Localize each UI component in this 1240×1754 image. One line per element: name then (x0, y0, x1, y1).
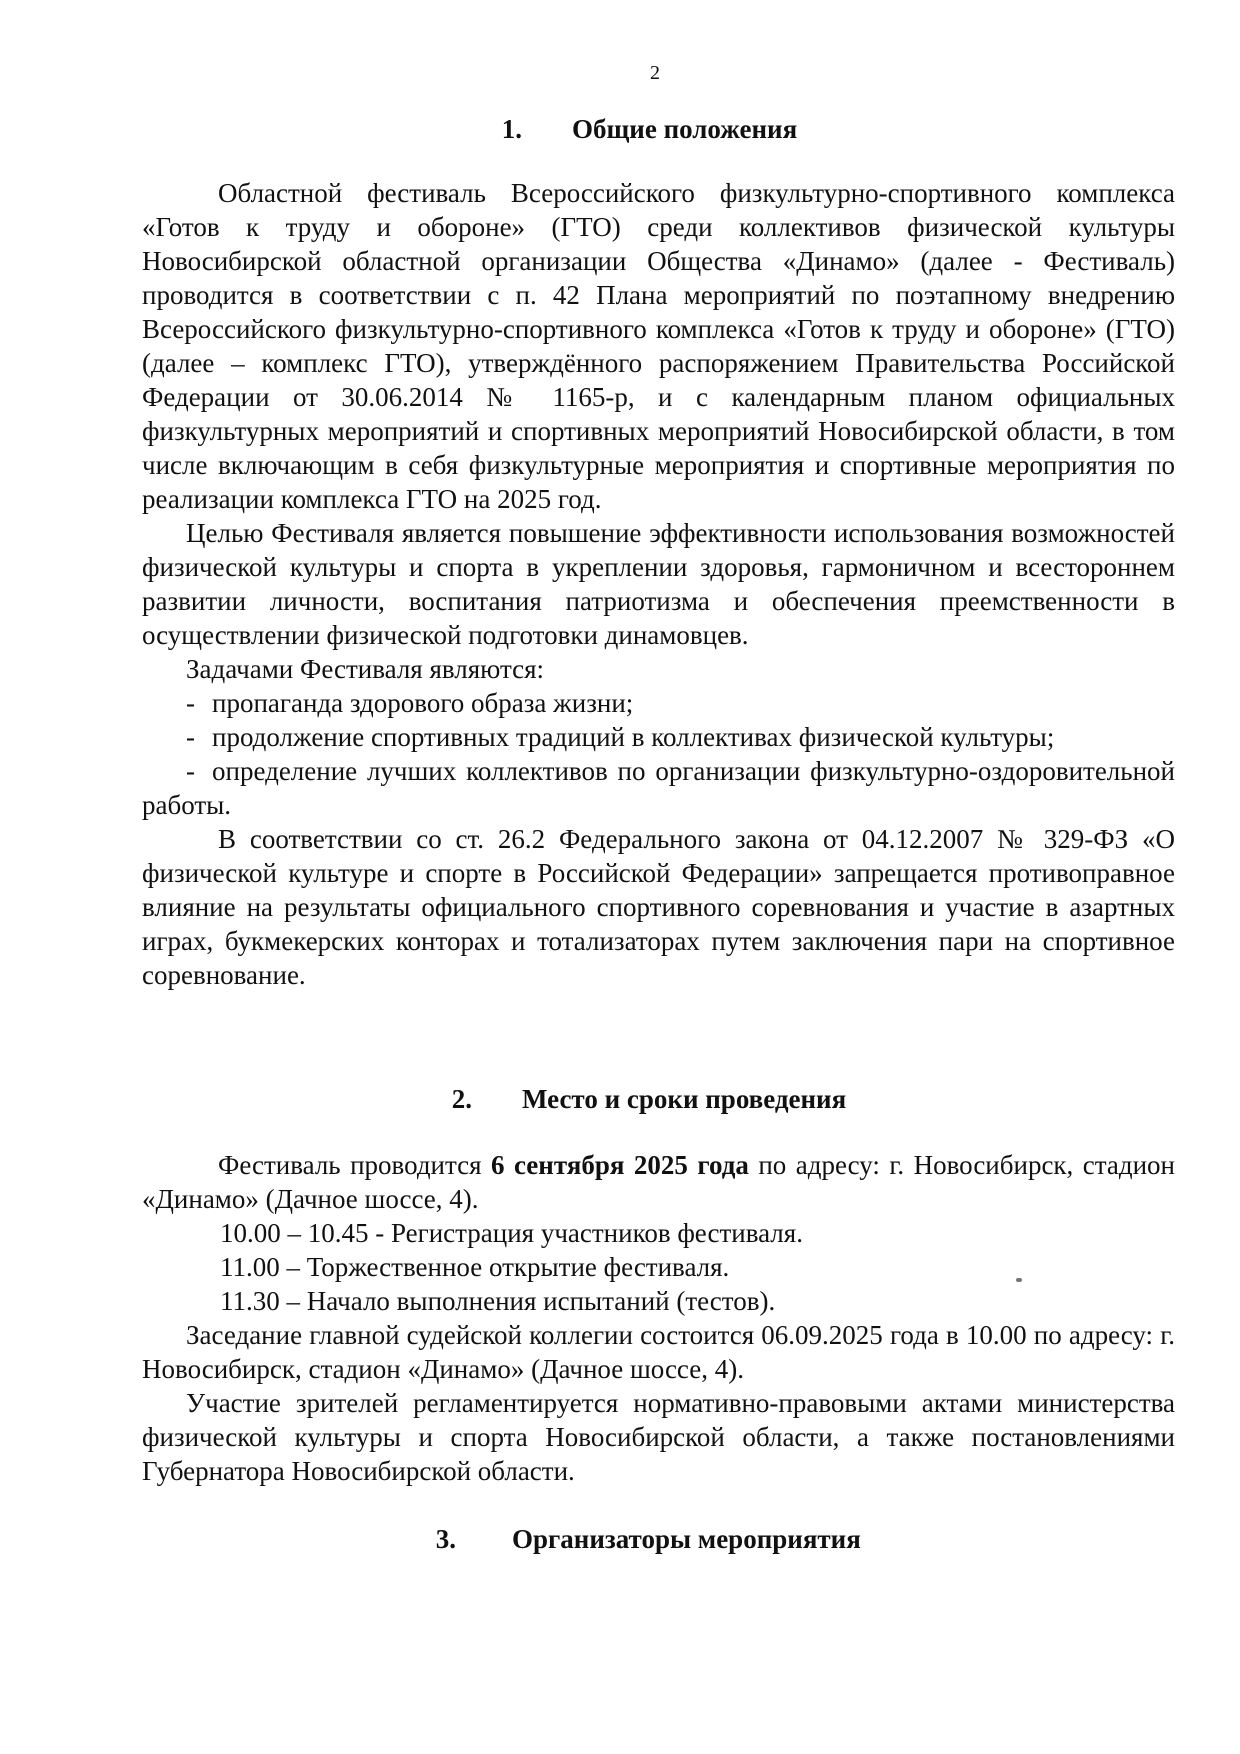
schedule-item: 10.00 – 10.45 - Регистрация участников фестиваля. (220, 1218, 803, 1248)
schedule-item: 11.00 – Торжественное открытие фестиваля. (220, 1252, 730, 1282)
list-item: - определение лучших коллективов по организации физкультурно-оздоровительной работы. (142, 756, 1175, 820)
festival-date: 6 сентября 2025 года (491, 1150, 749, 1180)
date-text: Фестиваль проводится (218, 1150, 491, 1180)
task-text: определение лучших коллективов по организации физкультурно-оздоровительной работы. (142, 756, 1175, 820)
judges-paragraph: Заседание главной судейской коллегии состоится 06.09.2025 года в 10.00 по адресу: г. Новосибирск, стадион «Динамо» (Дачное шоссе, 4). (142, 1320, 1175, 1384)
tasks-heading: Задачами Фестиваля являются: (186, 654, 545, 684)
address-text: по адресу: г. Новосибирск, стадион «Динамо» (Дачное шоссе, 4). (142, 1150, 1175, 1214)
list-item: - продолжение спортивных традиций в коллективах физической культуры; (186, 722, 1055, 752)
page-number: 2 (650, 62, 660, 84)
task-text: продолжение спортивных традиций в коллективах физической культуры; (212, 722, 1055, 752)
section-title: Организаторы мероприятия (512, 1524, 861, 1554)
date-paragraph (142, 1148, 1175, 1216)
task-text: пропаганда здорового образа жизни; (212, 688, 634, 718)
section-1-body (142, 176, 1175, 992)
intro-paragraph: Областной фестиваль Всероссийского физкультурно-спортивного комплекса «Готов к труду и обороне» (ГТО) среди коллективов физической культуры Новосибирской областной организации Общества «Динамо» (далее - Фестиваль) проводится в соответствии с п. 42 Плана мероприятий по поэтапному внедрению Всероссийского физкультурно-спортивного комплекса «Готов к труду и обороне» (ГТО) (далее – комплекс ГТО), утверждённого распоряжением Правительства Российской Федерации от 30.06.2014 № 1165-р, и с календарным планом официальных физкультурных мероприятий и спортивных мероприятий Новосибирской области, в том числе включающим в себя физкультурные мероприятия и спортивные мероприятия по реализации комплекса ГТО на 2025 год. (142, 178, 1175, 514)
section-number: 1. (501, 114, 522, 144)
list-item: - пропаганда здорового образа жизни; (186, 688, 634, 718)
goal-paragraph: Целью Фестиваля является повышение эффективности использования возможностей физической культуры и спорта в укреплении здоровья, гармоничном и всестороннем развитии личности, воспитания патриотизма и обеспечения преемственности в осуществлении физической подготовки динамовцев. (142, 518, 1175, 650)
section-title: Общие положения (572, 114, 798, 144)
tasks-list (142, 686, 1175, 822)
scan-speck (1016, 1278, 1022, 1282)
schedule-list (142, 1216, 1175, 1318)
section-2-body (142, 1148, 1175, 1488)
section-title: Место и сроки проведения (522, 1084, 847, 1114)
schedule-item: 11.30 – Начало выполнения испытаний (тестов). (220, 1286, 776, 1316)
section-number: 2. (451, 1084, 472, 1114)
law-paragraph: В соответствии со ст. 26.2 Федерального закона от 04.12.2007 № 329-ФЗ «О физической культуре и спорте в Российской Федерации» запрещается противоправное влияние на результаты официального спортивного соревнования и участие в азартных играх, букмекерских конторах и тотализаторах путем заключения пари на спортивное соревнование. (142, 824, 1175, 990)
spectators-paragraph: Участие зрителей регламентируется нормативно-правовыми актами министерства физической культуры и спорта Новосибирской области, а также постановлениями Губернатора Новосибирской области. (142, 1388, 1175, 1486)
section-number: 3. (435, 1524, 456, 1554)
